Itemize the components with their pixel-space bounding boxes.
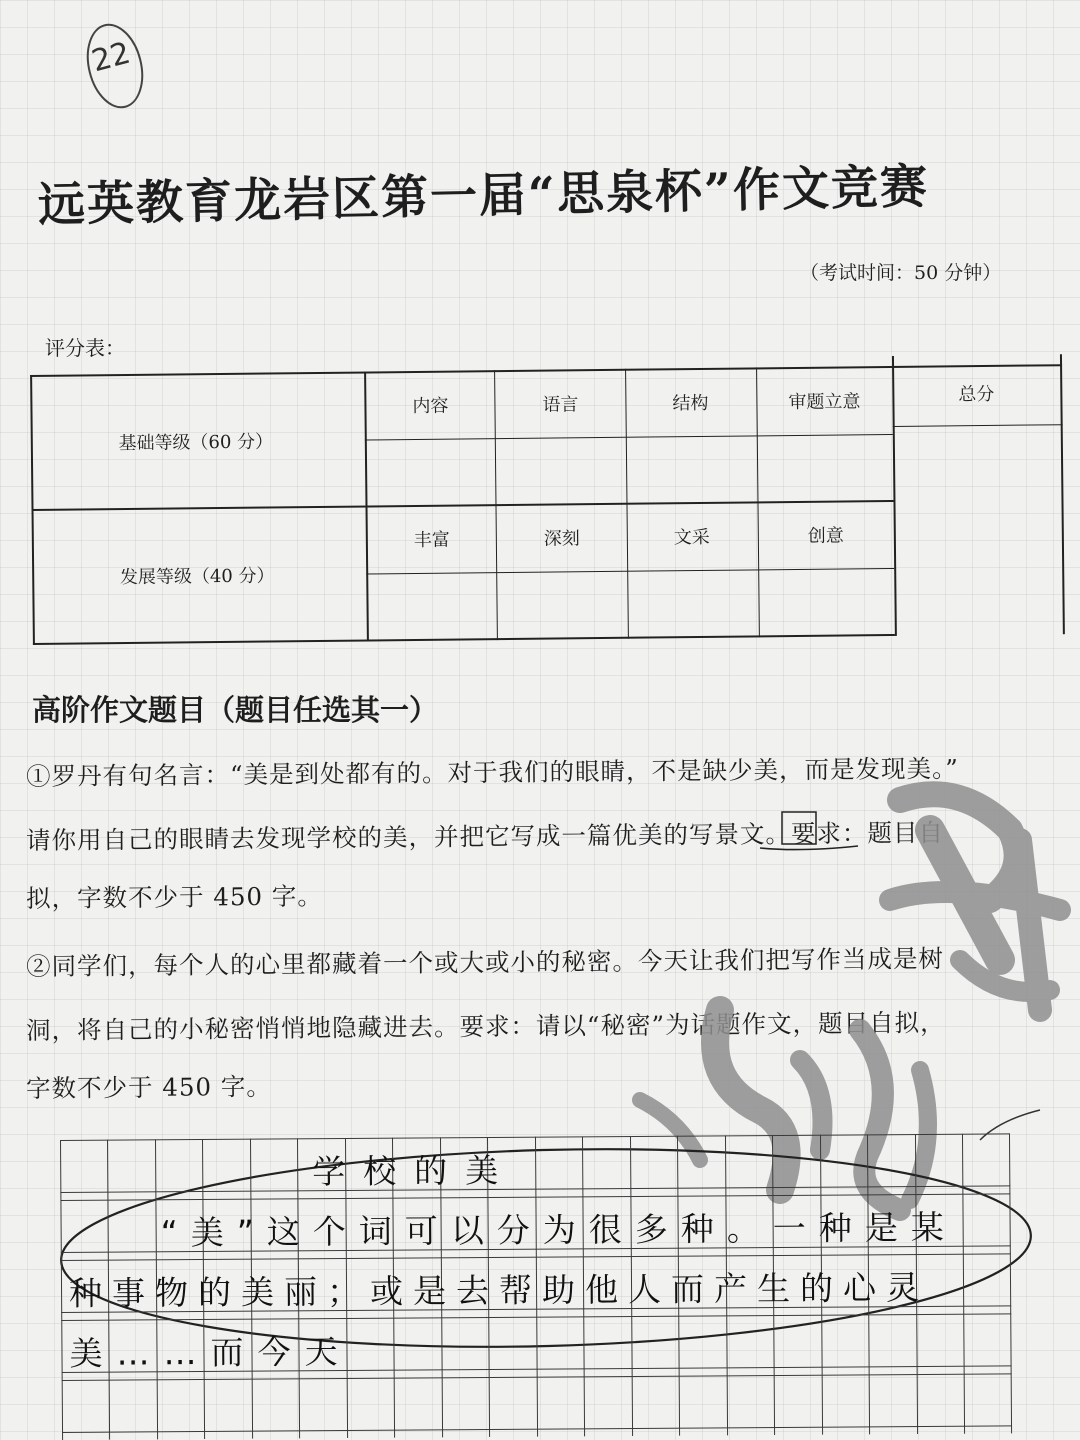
contest-title: 远英教育龙岩区第一届“思泉杯”作文竞赛 bbox=[37, 159, 930, 233]
development-row-label: 发展等级（40 分） bbox=[119, 565, 275, 589]
column-literary-grace: 文采 bbox=[673, 526, 710, 549]
column-content: 内容 bbox=[412, 395, 449, 417]
score-table bbox=[30, 354, 1065, 655]
prompt-line-6: 字数不少于 450 字。 bbox=[25, 1071, 272, 1103]
score-cell-theme[interactable] bbox=[759, 436, 893, 500]
prompt-line-3: 拟，字数不少于 450 字。 bbox=[25, 881, 323, 913]
score-table-label: 评分表： bbox=[45, 336, 125, 360]
column-richness: 丰富 bbox=[413, 529, 450, 551]
essay-writing-grid[interactable] bbox=[60, 1133, 1012, 1440]
score-cell-structure[interactable] bbox=[628, 437, 757, 501]
exam-time: （考试时间：50 分钟） bbox=[800, 262, 1002, 284]
prompt-line-1: ①罗丹有句名言：“美是到处都有的。对于我们的眼睛，不是缺少美，而是发现美。” bbox=[25, 753, 959, 791]
basic-row-label: 基础等级（60 分） bbox=[118, 431, 274, 455]
column-creativity: 创意 bbox=[807, 525, 844, 547]
column-depth: 深刻 bbox=[543, 528, 580, 550]
column-language: 语言 bbox=[542, 394, 579, 416]
column-theme: 审题立意 bbox=[788, 391, 861, 414]
prompt-line-4: ②同学们，每个人的心里都藏着一个或大或小的秘密。今天让我们把写作当成是树 bbox=[25, 943, 945, 981]
handwritten-line-3: 美……而今天 bbox=[69, 1331, 352, 1373]
score-cell-language[interactable] bbox=[497, 439, 626, 503]
score-cell-content[interactable] bbox=[367, 440, 495, 504]
prompt-line-2: 请你用自己的眼睛去发现学校的美，并把它写成一篇优美的写景文。要求：题目自 bbox=[25, 817, 945, 855]
column-total: 总分 bbox=[958, 383, 995, 406]
page-number-mark: 22 bbox=[88, 35, 135, 80]
handwritten-line-1: “美”这个词可以分为很多种。一种是某 bbox=[160, 1207, 957, 1253]
handwritten-essay-title: 学校的美 bbox=[312, 1150, 517, 1192]
column-structure: 结构 bbox=[672, 392, 709, 415]
section-heading: 高阶作文题目（题目任选其一） bbox=[32, 693, 439, 727]
handwritten-line-2: 种事物的美丽；或是去帮助他人而产生的心灵 bbox=[68, 1267, 930, 1313]
score-cell-total[interactable] bbox=[895, 426, 1062, 633]
prompt-line-5: 洞，将自己的小秘密悄悄地隐藏进去。要求：请以“秘密”为话题作文，题目自拟， bbox=[25, 1007, 946, 1045]
